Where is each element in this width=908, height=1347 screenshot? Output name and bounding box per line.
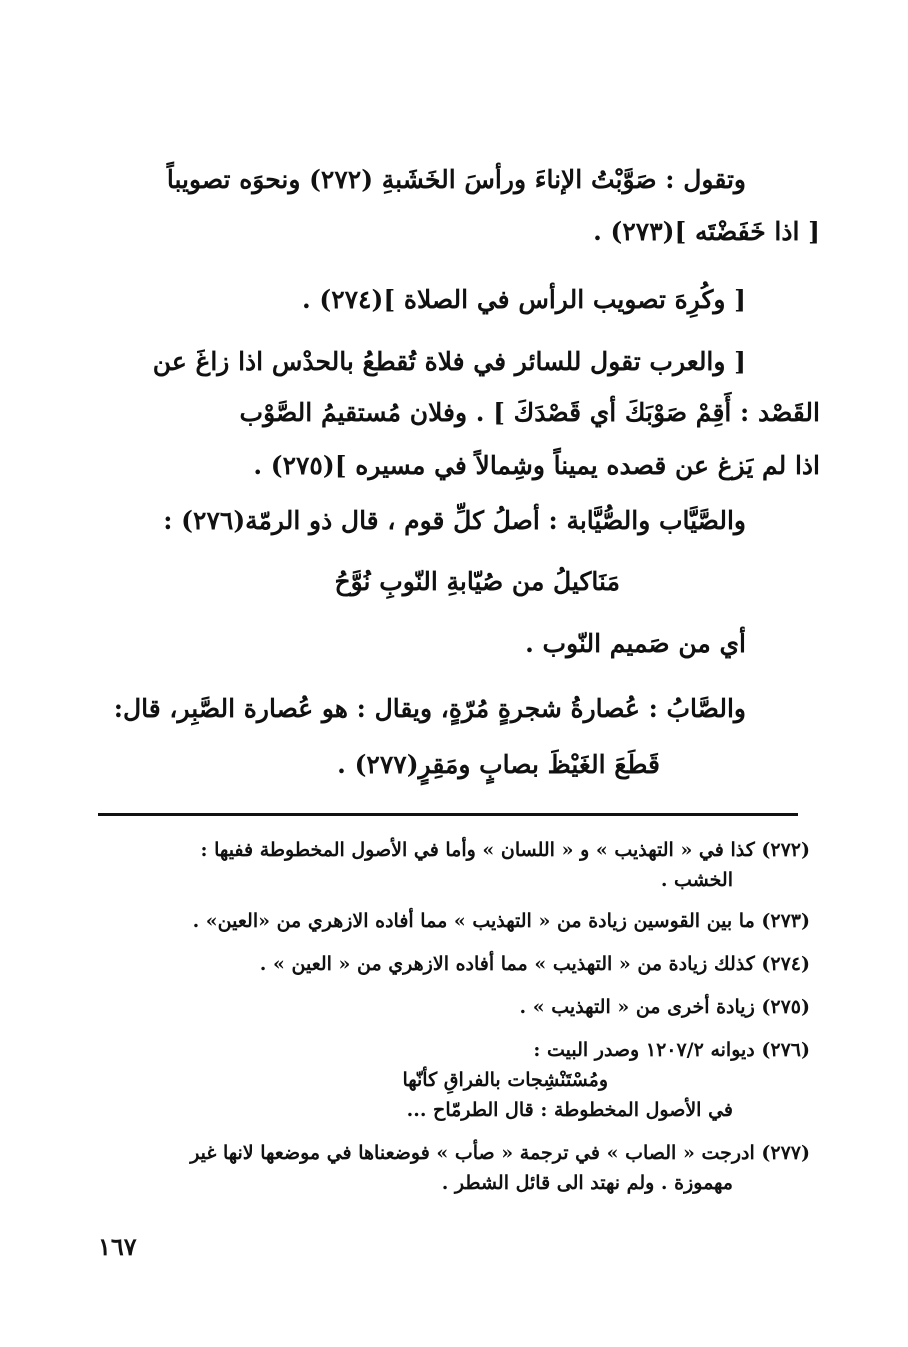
- footnote-276: (٢٧٦) ديوانه ١٢٠٧/٢ وصدر البيت :: [533, 1039, 810, 1061]
- footnote-274: (٢٧٤) كذلك زيادة من « التهذيب » مما أفاده الازهري من « العين » .: [259, 953, 810, 975]
- text-line-3: [ وكُرِهَ تصويب الرأس في الصلاة ](٢٧٤) .: [301, 285, 746, 314]
- text-line-8: أي من صَميم النّوب .: [525, 629, 746, 658]
- footnote-276-verse: ومُسْتَنْشِجات بالفراقِ كأنّها: [402, 1069, 608, 1091]
- footnote-275: (٢٧٥) زيادة أخرى من « التهذيب » .: [519, 996, 810, 1018]
- footnote-273: (٢٧٣) ما بين القوسين زيادة من « التهذيب » مما أفاده الازهري من «العين» .: [192, 910, 810, 932]
- verse-line-2: قَطَعَ الغَيْظَ بصابٍ ومَقِرٍ(٢٧٧) .: [337, 750, 660, 779]
- text-line-6: اذا لم يَزغ عن قصده يميناً وشِمالاً في مسيره ](٢٧٥) .: [253, 451, 820, 480]
- footnote-277-cont: مهموزة . ولم نهتد الى قائل الشطر .: [441, 1172, 733, 1194]
- verse-line-1: مَنَاكيلُ من صُيّابةِ النّوبِ نُوَّحُ: [334, 567, 620, 596]
- text-line-5: القَصْد : أَقِمْ صَوْبَكَ أي قَصْدَكَ ] . وفلان مُستقيمُ الصَّوْب: [239, 398, 820, 427]
- footnote-276-note: في الأصول المخطوطة : قال الطرمّاح ...: [406, 1099, 733, 1121]
- text-line-7: والصَّيَّاب والصُّيَّابة : أصلُ كلِّ قوم ، قال ذو الرمّة(٢٧٦) :: [163, 506, 746, 535]
- footnote-272: (٢٧٢) كذا في « التهذيب » و « اللسان » وأما في الأصول المخطوطة ففيها :: [200, 839, 810, 861]
- page-number: ١٦٧: [98, 1232, 137, 1261]
- text-line-1: وتقول : صَوَّبْتُ الإناءَ ورأسَ الخَشَبةِ (٢٧٢) ونحوَه تصويباً: [166, 165, 746, 194]
- footnote-divider: [98, 813, 798, 816]
- footnote-272-cont: الخشب .: [660, 869, 733, 891]
- text-line-4: [ والعرب تقول للسائر في فلاة تُقطعُ بالحدْس اذا زاغَ عن: [152, 347, 746, 376]
- text-line-2: [ اذا خَفَضْتَه ](٢٧٣) .: [593, 217, 820, 246]
- text-line-9: والصَّابُ : عُصارةُ شجرةٍ مُرّةٍ، ويقال : هو عُصارة الصَّبِر، قال:: [113, 694, 746, 723]
- footnote-277: (٢٧٧) ادرجت « الصاب » في ترجمة « صأب » فوضعناها في موضعها لانها غير: [190, 1142, 810, 1164]
